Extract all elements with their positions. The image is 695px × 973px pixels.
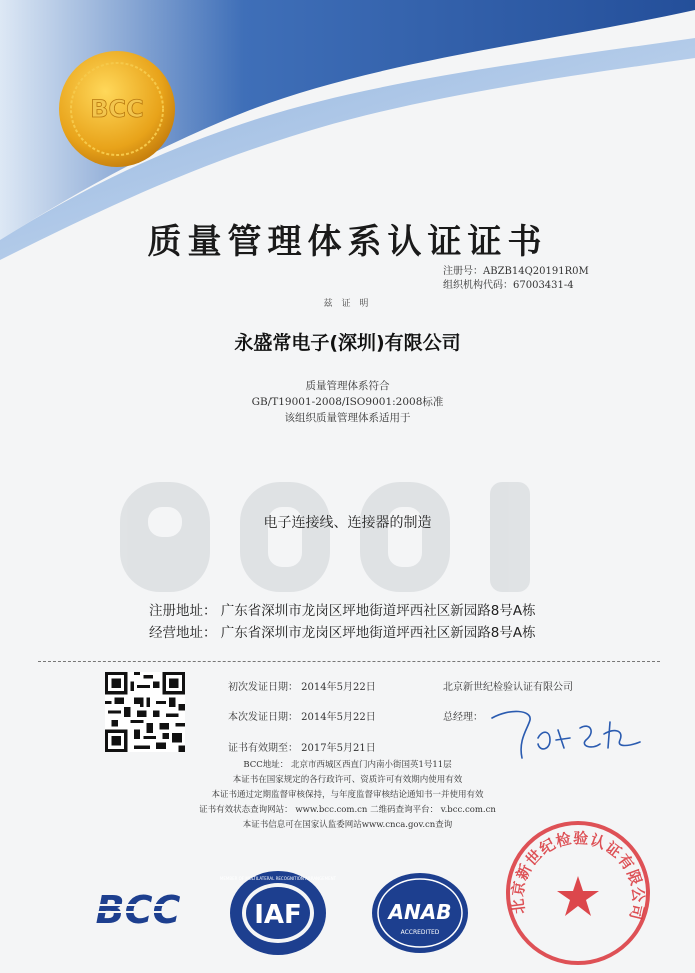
business-address: 经营地址： 广东省深圳市龙岗区坪地街道坪西社区新园路8号A栋 — [149, 625, 536, 641]
first-issue-date: 初次发证日期： 2014年5月22日 — [228, 682, 376, 693]
iaf-logo — [219, 868, 337, 958]
anab-logo — [370, 868, 470, 958]
company-name: 永盛常电子(深圳)有限公司 — [234, 332, 461, 354]
conformity-statement — [0, 378, 695, 426]
gold-bcc-seal-icon — [58, 50, 176, 168]
dashed-divider — [38, 661, 660, 662]
footer-line: 本证书信息可在国家认监委网站www.cnca.gov.cn查询 — [242, 820, 453, 830]
seal-text: 北京新世纪检验认证有限公司 — [508, 828, 648, 923]
footer-line: 证书有效状态查询网站： www.bcc.com.cn 二维码查询平台： v.bcc.com.cn — [199, 805, 496, 815]
valid-until-date: 证书有效期至： 2017年5月21日 — [228, 743, 376, 754]
conform-line: 质量管理体系符合 — [305, 380, 390, 392]
red-company-seal — [503, 818, 653, 968]
iso-watermark — [110, 462, 590, 602]
registration-number: 注册号：ABZB14Q20191R0M — [443, 266, 589, 277]
bcc-logo — [88, 885, 188, 931]
qr-code-icon[interactable] — [105, 672, 185, 752]
registered-address: 注册地址： 广东省深圳市龙岗区坪地街道坪西社区新园路8号A栋 — [149, 603, 536, 619]
gold-seal-text: BCC — [90, 95, 144, 123]
footer-line: 本证书通过定期监督审核保持，与年度监督审核结论通知书一并使用有效 — [211, 790, 484, 800]
organization-code: 组织机构代码：67003431-4 — [443, 280, 574, 291]
conform-line: 该组织质量管理体系适用于 — [284, 412, 411, 424]
iaf-ring-text: MEMBER OF MULTILATERAL RECOGNITION ARRANGEMENT — [219, 876, 337, 881]
bcc-logo-text: BCC — [95, 888, 181, 932]
footer-line: 本证书在国家规定的各行政许可、资质许可有效期内使用有效 — [232, 775, 463, 785]
certify-label: 兹 证 明 — [323, 299, 372, 309]
star-icon — [557, 876, 599, 916]
footer-line: BCC地址： 北京市西城区西直门内南小街国英1号11层 — [243, 760, 452, 770]
general-manager-label: 总经理： — [443, 712, 483, 723]
anab-logo-text: ANAB — [388, 900, 452, 924]
anab-sub-text: ACCREDITED — [400, 929, 440, 936]
conform-standard: GB/T19001-2008/ISO9001:2008标准 — [251, 396, 444, 408]
issuing-body: 北京新世纪检验认证有限公司 — [443, 682, 573, 693]
registration-block — [443, 265, 589, 293]
iaf-logo-text: IAF — [254, 900, 302, 930]
certification-scope: 电子连接线、连接器的制造 — [263, 515, 432, 531]
certificate-title: 质量管理体系认证证书 — [147, 222, 548, 262]
this-issue-date: 本次发证日期： 2014年5月22日 — [228, 712, 376, 723]
